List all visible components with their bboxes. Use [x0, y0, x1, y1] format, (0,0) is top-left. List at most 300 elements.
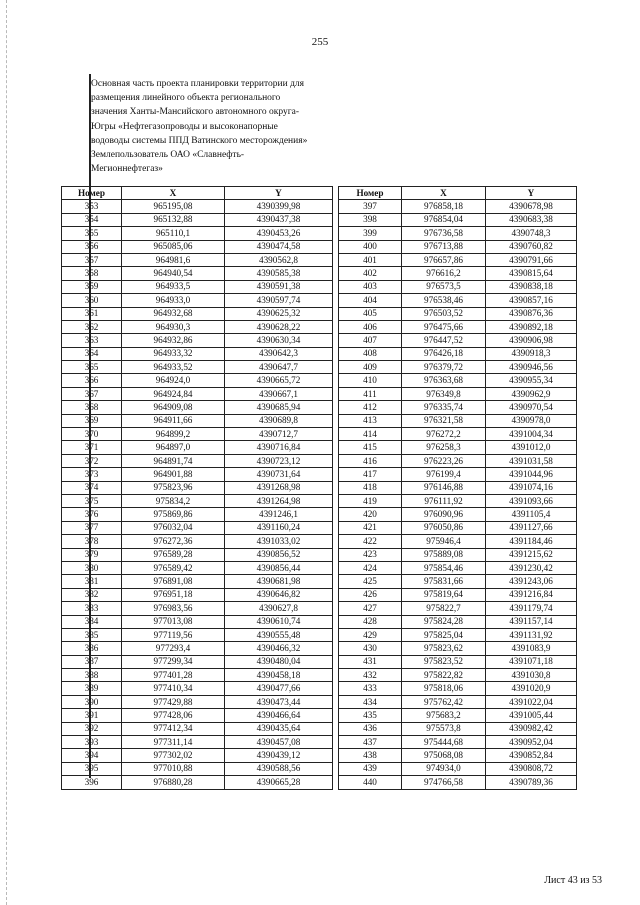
heading-line: Землепользователь ОАО «Славнефть- — [91, 150, 245, 161]
table-row — [62, 401, 333, 414]
point-number-cell: 432 — [339, 669, 402, 682]
table-row — [339, 642, 577, 655]
point-number-cell: 414 — [339, 428, 402, 441]
table-row — [62, 521, 333, 534]
y-coordinate-cell: 4390760,82 — [486, 240, 577, 253]
table-row — [62, 307, 333, 320]
point-number-cell: 415 — [339, 441, 402, 454]
x-coordinate-cell: 964909,08 — [122, 401, 225, 414]
table-row — [62, 575, 333, 588]
point-number-cell: 391 — [62, 709, 122, 722]
point-number-cell: 362 — [62, 320, 122, 333]
x-coordinate-cell: 964930,3 — [122, 320, 225, 333]
x-coordinate-cell: 976983,56 — [122, 602, 225, 615]
table-row — [62, 428, 333, 441]
x-coordinate-cell: 965085,06 — [122, 240, 225, 253]
table-row — [339, 588, 577, 601]
y-coordinate-cell: 4390453,26 — [225, 227, 333, 240]
table-row — [339, 401, 577, 414]
x-coordinate-cell: 975818,06 — [402, 682, 486, 695]
point-number-cell: 374 — [62, 481, 122, 494]
x-coordinate-cell: 976475,66 — [402, 320, 486, 333]
x-coordinate-cell: 964933,32 — [122, 347, 225, 360]
y-coordinate-cell: 4391246,1 — [225, 508, 333, 521]
point-number-cell: 358 — [62, 267, 122, 280]
sheet-counter: Лист 43 из 53 — [544, 875, 602, 886]
y-coordinate-cell: 4390642,3 — [225, 347, 333, 360]
point-number-cell: 368 — [62, 401, 122, 414]
table-row — [62, 602, 333, 615]
x-coordinate-cell: 977412,34 — [122, 722, 225, 735]
heading-line: Мегионнефтегаз» — [91, 164, 163, 175]
table-row — [339, 508, 577, 521]
table-row — [62, 548, 333, 561]
table-row — [339, 240, 577, 253]
point-number-cell: 429 — [339, 628, 402, 641]
point-number-cell: 355 — [62, 227, 122, 240]
y-coordinate-cell: 4391004,34 — [486, 428, 577, 441]
y-coordinate-cell: 4390689,8 — [225, 414, 333, 427]
point-number-cell: 366 — [62, 374, 122, 387]
y-coordinate-cell: 4390628,22 — [225, 320, 333, 333]
table-row — [62, 508, 333, 521]
y-coordinate-cell: 4391215,62 — [486, 548, 577, 561]
x-coordinate-cell: 975068,08 — [402, 749, 486, 762]
point-number-cell: 365 — [62, 361, 122, 374]
x-coordinate-cell: 975869,86 — [122, 508, 225, 521]
point-number-cell: 359 — [62, 280, 122, 293]
point-number-cell: 389 — [62, 682, 122, 695]
y-coordinate-cell: 4390892,18 — [486, 320, 577, 333]
point-number-cell: 417 — [339, 468, 402, 481]
y-coordinate-cell: 4390665,28 — [225, 776, 333, 789]
table-row — [62, 227, 333, 240]
point-number-cell: 418 — [339, 481, 402, 494]
x-coordinate-cell: 976111,92 — [402, 494, 486, 507]
x-coordinate-cell: 977311,14 — [122, 736, 225, 749]
table-row — [339, 481, 577, 494]
x-coordinate-cell: 976272,2 — [402, 428, 486, 441]
x-coordinate-cell: 976951,18 — [122, 588, 225, 601]
table-row — [339, 494, 577, 507]
x-coordinate-cell: 977410,34 — [122, 682, 225, 695]
table-row — [62, 722, 333, 735]
point-number-cell: 403 — [339, 280, 402, 293]
x-coordinate-cell: 976258,3 — [402, 441, 486, 454]
point-number-cell: 411 — [339, 387, 402, 400]
y-coordinate-cell: 4390946,56 — [486, 361, 577, 374]
y-coordinate-cell: 4390748,3 — [486, 227, 577, 240]
heading-line: размещения линейного объекта регионального — [91, 93, 281, 104]
x-coordinate-cell: 976199,4 — [402, 468, 486, 481]
y-coordinate-cell: 4391012,0 — [486, 441, 577, 454]
point-number-cell: 409 — [339, 361, 402, 374]
y-coordinate-cell: 4390473,44 — [225, 695, 333, 708]
x-coordinate-cell: 977428,06 — [122, 709, 225, 722]
point-number-cell: 402 — [339, 267, 402, 280]
x-coordinate-cell: 976589,42 — [122, 561, 225, 574]
y-coordinate-cell: 4390876,36 — [486, 307, 577, 320]
point-number-cell: 375 — [62, 494, 122, 507]
y-coordinate-cell: 4390952,04 — [486, 736, 577, 749]
point-number-cell: 384 — [62, 615, 122, 628]
x-coordinate-cell: 976713,88 — [402, 240, 486, 253]
x-coordinate-cell: 975825,04 — [402, 628, 486, 641]
x-coordinate-cell: 975946,4 — [402, 535, 486, 548]
x-coordinate-cell: 976349,8 — [402, 387, 486, 400]
heading-line: водоводы системы ППД Ватинского месторождения» — [91, 135, 308, 146]
y-coordinate-cell: 4391131,92 — [486, 628, 577, 641]
point-number-cell: 440 — [339, 776, 402, 789]
y-coordinate-cell: 4391184,46 — [486, 535, 577, 548]
y-coordinate-cell: 4391264,98 — [225, 494, 333, 507]
x-coordinate-cell: 976363,68 — [402, 374, 486, 387]
x-coordinate-cell: 977302,02 — [122, 749, 225, 762]
y-coordinate-cell: 4390588,56 — [225, 762, 333, 775]
point-number-cell: 430 — [339, 642, 402, 655]
x-coordinate-cell: 977119,56 — [122, 628, 225, 641]
y-coordinate-cell: 4390678,98 — [486, 200, 577, 213]
point-number-cell: 408 — [339, 347, 402, 360]
y-coordinate-cell: 4390555,48 — [225, 628, 333, 641]
y-coordinate-cell: 4391230,42 — [486, 561, 577, 574]
table-row — [339, 374, 577, 387]
point-number-cell: 427 — [339, 602, 402, 615]
y-coordinate-cell: 4391083,9 — [486, 642, 577, 655]
x-coordinate-cell: 975834,2 — [122, 494, 225, 507]
point-number-cell: 421 — [339, 521, 402, 534]
x-coordinate-cell: 974766,58 — [402, 776, 486, 789]
header-y: Y — [225, 187, 333, 200]
table-row — [62, 615, 333, 628]
table-row — [62, 280, 333, 293]
point-number-cell: 382 — [62, 588, 122, 601]
x-coordinate-cell: 974934,0 — [402, 762, 486, 775]
table-row — [339, 267, 577, 280]
table-row — [62, 294, 333, 307]
table-row — [62, 709, 333, 722]
table-row — [339, 320, 577, 333]
table-row — [339, 709, 577, 722]
y-coordinate-cell: 4390852,84 — [486, 749, 577, 762]
table-row — [339, 387, 577, 400]
x-coordinate-cell: 976736,58 — [402, 227, 486, 240]
point-number-cell: 407 — [339, 334, 402, 347]
y-coordinate-cell: 4390791,66 — [486, 253, 577, 266]
y-coordinate-cell: 4390838,18 — [486, 280, 577, 293]
point-number-cell: 367 — [62, 387, 122, 400]
y-coordinate-cell: 4390857,16 — [486, 294, 577, 307]
y-coordinate-cell: 4390477,66 — [225, 682, 333, 695]
table-row — [62, 481, 333, 494]
point-number-cell: 438 — [339, 749, 402, 762]
coordinates-table-left — [61, 186, 333, 790]
table-row — [339, 454, 577, 467]
header-number: Номер — [339, 187, 402, 200]
point-number-cell: 398 — [339, 213, 402, 226]
point-number-cell: 364 — [62, 347, 122, 360]
point-number-cell: 360 — [62, 294, 122, 307]
y-coordinate-cell: 4390562,8 — [225, 253, 333, 266]
y-coordinate-cell: 4390789,36 — [486, 776, 577, 789]
y-coordinate-cell: 4391033,02 — [225, 535, 333, 548]
table-row — [339, 200, 577, 213]
x-coordinate-cell: 976032,04 — [122, 521, 225, 534]
point-number-cell: 395 — [62, 762, 122, 775]
point-number-cell: 361 — [62, 307, 122, 320]
point-number-cell: 379 — [62, 548, 122, 561]
table-row — [339, 307, 577, 320]
point-number-cell: 354 — [62, 213, 122, 226]
table-row — [339, 414, 577, 427]
y-coordinate-cell: 4390962,9 — [486, 387, 577, 400]
x-coordinate-cell: 975762,42 — [402, 695, 486, 708]
table-row — [339, 762, 577, 775]
x-coordinate-cell: 975854,46 — [402, 561, 486, 574]
x-coordinate-cell: 976379,72 — [402, 361, 486, 374]
table-header-row — [339, 187, 577, 200]
x-coordinate-cell: 977293,4 — [122, 642, 225, 655]
point-number-cell: 416 — [339, 454, 402, 467]
x-coordinate-cell: 964933,0 — [122, 294, 225, 307]
y-coordinate-cell: 4391022,04 — [486, 695, 577, 708]
x-coordinate-cell: 964901,88 — [122, 468, 225, 481]
coordinates-table-right — [338, 186, 577, 790]
x-coordinate-cell: 965132,88 — [122, 213, 225, 226]
x-coordinate-cell: 964933,5 — [122, 280, 225, 293]
table-row — [62, 561, 333, 574]
x-coordinate-cell: 975683,2 — [402, 709, 486, 722]
point-number-cell: 363 — [62, 334, 122, 347]
table-row — [339, 749, 577, 762]
table-row — [62, 682, 333, 695]
x-coordinate-cell: 976616,2 — [402, 267, 486, 280]
x-coordinate-cell: 964932,68 — [122, 307, 225, 320]
table-row — [339, 602, 577, 615]
point-number-cell: 357 — [62, 253, 122, 266]
x-coordinate-cell: 977299,34 — [122, 655, 225, 668]
y-coordinate-cell: 4391071,18 — [486, 655, 577, 668]
y-coordinate-cell: 4390591,38 — [225, 280, 333, 293]
point-number-cell: 420 — [339, 508, 402, 521]
y-coordinate-cell: 4390399,98 — [225, 200, 333, 213]
y-coordinate-cell: 4390625,32 — [225, 307, 333, 320]
x-coordinate-cell: 964891,74 — [122, 454, 225, 467]
x-coordinate-cell: 965195,08 — [122, 200, 225, 213]
table-row — [339, 294, 577, 307]
y-coordinate-cell: 4390627,8 — [225, 602, 333, 615]
table-row — [62, 267, 333, 280]
heading-line: значения Ханты-Мансийского автономного округа- — [91, 107, 299, 118]
table-row — [339, 213, 577, 226]
table-row — [339, 669, 577, 682]
table-row — [62, 762, 333, 775]
heading-line: Югры «Нефтегазопроводы и высоконапорные — [91, 121, 278, 132]
point-number-cell: 401 — [339, 253, 402, 266]
x-coordinate-cell: 976573,5 — [402, 280, 486, 293]
point-number-cell: 387 — [62, 655, 122, 668]
y-coordinate-cell: 4390466,64 — [225, 709, 333, 722]
point-number-cell: 435 — [339, 709, 402, 722]
x-coordinate-cell: 976538,46 — [402, 294, 486, 307]
y-coordinate-cell: 4390685,94 — [225, 401, 333, 414]
y-coordinate-cell: 4390480,04 — [225, 655, 333, 668]
point-number-cell: 431 — [339, 655, 402, 668]
table-row — [339, 441, 577, 454]
point-number-cell: 353 — [62, 200, 122, 213]
table-row — [62, 535, 333, 548]
table-row — [339, 253, 577, 266]
point-number-cell: 400 — [339, 240, 402, 253]
y-coordinate-cell: 4390597,74 — [225, 294, 333, 307]
x-coordinate-cell: 976657,86 — [402, 253, 486, 266]
y-coordinate-cell: 4390978,0 — [486, 414, 577, 427]
x-coordinate-cell: 975444,68 — [402, 736, 486, 749]
y-coordinate-cell: 4390458,18 — [225, 669, 333, 682]
y-coordinate-cell: 4390667,1 — [225, 387, 333, 400]
table-row — [62, 588, 333, 601]
x-coordinate-cell: 964899,2 — [122, 428, 225, 441]
table-row — [62, 253, 333, 266]
x-coordinate-cell: 964940,54 — [122, 267, 225, 280]
table-row — [339, 575, 577, 588]
y-coordinate-cell: 4390683,38 — [486, 213, 577, 226]
table-row — [339, 561, 577, 574]
x-coordinate-cell: 976589,28 — [122, 548, 225, 561]
point-number-cell: 412 — [339, 401, 402, 414]
y-coordinate-cell: 4390712,7 — [225, 428, 333, 441]
y-coordinate-cell: 4391005,44 — [486, 709, 577, 722]
point-number-cell: 424 — [339, 561, 402, 574]
table-row — [62, 213, 333, 226]
x-coordinate-cell: 976426,18 — [402, 347, 486, 360]
point-number-cell: 404 — [339, 294, 402, 307]
table-row — [62, 374, 333, 387]
table-row — [339, 227, 577, 240]
y-coordinate-cell: 4391044,96 — [486, 468, 577, 481]
point-number-cell: 386 — [62, 642, 122, 655]
y-coordinate-cell: 4391105,4 — [486, 508, 577, 521]
header-y: Y — [486, 187, 577, 200]
x-coordinate-cell: 975889,08 — [402, 548, 486, 561]
point-number-cell: 433 — [339, 682, 402, 695]
x-coordinate-cell: 975823,62 — [402, 642, 486, 655]
point-number-cell: 371 — [62, 441, 122, 454]
table-row — [62, 628, 333, 641]
x-coordinate-cell: 976854,04 — [402, 213, 486, 226]
point-number-cell: 390 — [62, 695, 122, 708]
table-row — [62, 200, 333, 213]
table-row — [339, 695, 577, 708]
y-coordinate-cell: 4390630,34 — [225, 334, 333, 347]
point-number-cell: 392 — [62, 722, 122, 735]
x-coordinate-cell: 976891,08 — [122, 575, 225, 588]
x-coordinate-cell: 965110,1 — [122, 227, 225, 240]
x-coordinate-cell: 976050,86 — [402, 521, 486, 534]
y-coordinate-cell: 4390723,12 — [225, 454, 333, 467]
table-row — [62, 320, 333, 333]
x-coordinate-cell: 975819,64 — [402, 588, 486, 601]
point-number-cell: 372 — [62, 454, 122, 467]
table-row — [339, 334, 577, 347]
x-coordinate-cell: 976858,18 — [402, 200, 486, 213]
x-coordinate-cell: 964897,0 — [122, 441, 225, 454]
y-coordinate-cell: 4391020,9 — [486, 682, 577, 695]
point-number-cell: 419 — [339, 494, 402, 507]
table-row — [339, 722, 577, 735]
y-coordinate-cell: 4390808,72 — [486, 762, 577, 775]
point-number-cell: 394 — [62, 749, 122, 762]
x-coordinate-cell: 976880,28 — [122, 776, 225, 789]
table-row — [62, 441, 333, 454]
y-coordinate-cell: 4390437,38 — [225, 213, 333, 226]
point-number-cell: 376 — [62, 508, 122, 521]
table-row — [62, 334, 333, 347]
page-number: 255 — [311, 36, 329, 48]
point-number-cell: 385 — [62, 628, 122, 641]
point-number-cell: 381 — [62, 575, 122, 588]
point-number-cell: 377 — [62, 521, 122, 534]
heading-line: Основная часть проекта планировки территории для — [91, 79, 305, 89]
table-row — [62, 695, 333, 708]
point-number-cell: 373 — [62, 468, 122, 481]
x-coordinate-cell: 977013,08 — [122, 615, 225, 628]
x-coordinate-cell: 964924,84 — [122, 387, 225, 400]
header-x: X — [402, 187, 486, 200]
point-number-cell: 423 — [339, 548, 402, 561]
x-coordinate-cell: 976223,26 — [402, 454, 486, 467]
table-row — [339, 361, 577, 374]
table-row — [339, 655, 577, 668]
y-coordinate-cell: 4391074,16 — [486, 481, 577, 494]
y-coordinate-cell: 4390665,72 — [225, 374, 333, 387]
table-row — [339, 468, 577, 481]
x-coordinate-cell: 964911,66 — [122, 414, 225, 427]
x-coordinate-cell: 976321,58 — [402, 414, 486, 427]
y-coordinate-cell: 4390815,64 — [486, 267, 577, 280]
y-coordinate-cell: 4391216,84 — [486, 588, 577, 601]
point-number-cell: 397 — [339, 200, 402, 213]
point-number-cell: 405 — [339, 307, 402, 320]
header-x: X — [122, 187, 225, 200]
table-header-row — [62, 187, 333, 200]
point-number-cell: 356 — [62, 240, 122, 253]
y-coordinate-cell: 4390439,12 — [225, 749, 333, 762]
point-number-cell: 413 — [339, 414, 402, 427]
point-number-cell: 406 — [339, 320, 402, 333]
table-row — [62, 468, 333, 481]
x-coordinate-cell: 976503,52 — [402, 307, 486, 320]
table-row — [339, 428, 577, 441]
table-row — [62, 736, 333, 749]
point-number-cell: 422 — [339, 535, 402, 548]
x-coordinate-cell: 964924,0 — [122, 374, 225, 387]
x-coordinate-cell: 976335,74 — [402, 401, 486, 414]
x-coordinate-cell: 964933,52 — [122, 361, 225, 374]
x-coordinate-cell: 977401,28 — [122, 669, 225, 682]
x-coordinate-cell: 976272,36 — [122, 535, 225, 548]
table-row — [62, 387, 333, 400]
point-number-cell: 380 — [62, 561, 122, 574]
table-row — [62, 240, 333, 253]
x-coordinate-cell: 975822,7 — [402, 602, 486, 615]
table-row — [339, 521, 577, 534]
x-coordinate-cell: 975823,96 — [122, 481, 225, 494]
y-coordinate-cell: 4390435,64 — [225, 722, 333, 735]
point-number-cell: 436 — [339, 722, 402, 735]
y-coordinate-cell: 4390906,98 — [486, 334, 577, 347]
point-number-cell: 370 — [62, 428, 122, 441]
